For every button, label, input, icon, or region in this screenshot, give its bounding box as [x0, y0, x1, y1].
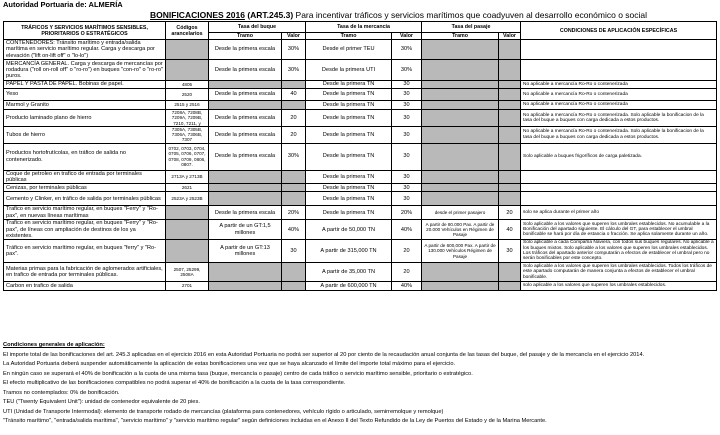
- port-label: Autoridad Portuaria de: ALMERÍA: [3, 0, 123, 9]
- table-row: [4, 192, 717, 206]
- pasaje-tramo-cell: A partir de 80.000 Pax. A partir de 20.000 Vehículos en Régimen de Pasaje: [422, 220, 499, 240]
- codigo-cell: 2520: [166, 89, 209, 101]
- table-row: [4, 240, 717, 263]
- codigo-cell: 7305A, 7305B, 7306A, 7306B, 7307: [166, 127, 209, 144]
- condiciones-cell: No aplicable a mercancía Ro-Ro o contenerizada: [521, 101, 717, 110]
- col-header-tasa-buque: Tasa del buque: [209, 22, 306, 33]
- codigo-cell: [166, 220, 209, 240]
- codigo-cell: [166, 40, 209, 60]
- trafico-cell: Cenizas, por terminales públicas: [4, 184, 166, 192]
- codigo-cell: 0702, 0703, 0704, 0705, 0706, 0707, 0708, 0709, 0806, 0807.: [166, 143, 209, 170]
- buque-valor-cell: [282, 184, 306, 192]
- condiciones-cell: solo aplicable a los valores que superen los umbrales establecidos.: [521, 281, 717, 290]
- condiciones-cell: No aplicable a mercancía Ro-Ro o contenerizada. Solo aplicable la bonificacion de la tasa del buque a buques con carga dedicada a estos productos.: [521, 110, 717, 127]
- codigo-cell: 2713A y 2713B: [166, 170, 209, 184]
- title-description: Para incentivar tráficos y servicios marítimos que coadyuven al desarrollo económico o social: [295, 10, 648, 20]
- general-conditions: [3, 341, 715, 427]
- mercancia-valor-cell: 30%: [392, 60, 422, 81]
- codigo-cell: [166, 60, 209, 81]
- trafico-cell: Coque de petroleo en trafico de entrada por terminales públicas: [4, 170, 166, 184]
- pasaje-tramo-cell: A partir de 600,000 Pax. A partir de 130.000 Vehículos Régimen de Pasaje: [422, 240, 499, 263]
- pasaje-valor-cell: [499, 143, 521, 170]
- general-conditions-heading: Condiciones generales de aplicación:: [3, 342, 105, 348]
- col-header-condiciones: CONDICIONES DE APLICACIÓN ESPECÍFICAS: [521, 22, 717, 40]
- buque-valor-cell: 20: [282, 127, 306, 144]
- note-line: TEU ("Twenty Equivalent Unit"): unidad de contenedor equivalente de 20 pies.: [3, 399, 200, 405]
- title-article: (ART.245.3): [247, 10, 294, 20]
- note-line: El efecto multiplicativo de las bonificaciones compatibles no podrá superar el 40% de bonificación a la cuota de la tasa correspondiente.: [3, 380, 346, 386]
- trafico-cell: Yeso: [4, 89, 166, 101]
- mercancia-valor-cell: 30: [392, 127, 422, 144]
- codigo-cell: 7208A, 7208B, 7209A, 7209B, 7210, 7211, y: [166, 110, 209, 127]
- table-row: [4, 220, 717, 240]
- buque-valor-cell: 30%: [282, 40, 306, 60]
- pasaje-valor-cell: 40: [499, 220, 521, 240]
- mercancia-tramo-cell: A partir de 50,000 TN: [306, 220, 392, 240]
- buque-tramo-cell: Desde la primera escala: [209, 206, 282, 220]
- pasaje-valor-cell: [499, 281, 521, 290]
- condiciones-cell: Solo aplicable a cada Compañía Naviera, con todos sus buques regulares. No aplicable a los buques mixtos. Solo aplicable a los valores que superen los umbrales establecidos. Los tráficos del apartado anterior computarán a efectos de establecer el umbral pero no serán bonificables por este concepto.: [521, 240, 717, 263]
- table-row: [4, 143, 717, 170]
- table-row: [4, 81, 717, 89]
- buque-valor-cell: 20%: [282, 206, 306, 220]
- pasaje-tramo-cell: [422, 89, 499, 101]
- mercancia-tramo-cell: Desde la primera TN: [306, 143, 392, 170]
- table-row: [4, 40, 717, 60]
- buque-tramo-cell: [209, 184, 282, 192]
- condiciones-cell: No aplicable a mercancía Ro-Ro o contenerizada: [521, 89, 717, 101]
- mercancia-valor-cell: 40%: [392, 220, 422, 240]
- buque-tramo-cell: Desde la primera escala: [209, 127, 282, 144]
- mercancia-tramo-cell: Desde la primera TN: [306, 184, 392, 192]
- buque-tramo-cell: [209, 81, 282, 89]
- pasaje-tramo-cell: [422, 192, 499, 206]
- table-row: [4, 206, 717, 220]
- trafico-cell: Carbon en trafico de salida: [4, 281, 166, 290]
- note-line: UTI (Unidad de Transporte Intermodal): elemento de transporte rodado de mercancías (plataforma para contenedores, vehículo rígido o articulado, semirremolque y remolque): [3, 408, 444, 415]
- pasaje-valor-cell: 20: [499, 206, 521, 220]
- codigo-cell: 2523A y 2523B: [166, 192, 209, 206]
- codigo-cell: 2701: [166, 281, 209, 290]
- col-subheader-valor: Valor: [392, 33, 422, 40]
- condiciones-cell: No aplicable a mercancía Ro-Ro o contenerizada: [521, 81, 717, 89]
- trafico-cell: Tubos de hierro: [4, 127, 166, 144]
- pasaje-valor-cell: [499, 101, 521, 110]
- pasaje-valor-cell: [499, 110, 521, 127]
- buque-tramo-cell: [209, 192, 282, 206]
- codigo-cell: [166, 206, 209, 220]
- table-row: [4, 89, 717, 101]
- general-conditions-list: [3, 351, 715, 427]
- condiciones-cell: solo se aplica durante el primer año: [521, 206, 717, 220]
- pasaje-tramo-cell: [422, 184, 499, 192]
- buque-valor-cell: [282, 192, 306, 206]
- table-row: [4, 184, 717, 192]
- buque-valor-cell: [282, 81, 306, 89]
- col-header-tasa-pasaje: Tasa del pasaje: [422, 22, 521, 33]
- codigo-cell: 2515 y 2516: [166, 101, 209, 110]
- pasaje-valor-cell: [499, 262, 521, 281]
- trafico-cell: PAPEL Y PASTA DE PAPEL. Bobinas de papel.: [4, 81, 166, 89]
- pasaje-valor-cell: [499, 40, 521, 60]
- mercancia-valor-cell: 30: [392, 170, 422, 184]
- pasaje-valor-cell: [499, 184, 521, 192]
- pasaje-valor-cell: [499, 192, 521, 206]
- trafico-cell: Productos hortofrutícolas, en tráfico de salida no contenerizado.: [4, 143, 166, 170]
- note-line: Tramos no contemplados: 0% de bonificación.: [3, 389, 120, 396]
- buque-tramo-cell: [209, 281, 282, 290]
- buque-valor-cell: 40%: [282, 220, 306, 240]
- col-header-codigos: Códigos arancelarios: [166, 22, 209, 40]
- pasaje-valor-cell: 30: [499, 240, 521, 263]
- buque-tramo-cell: Desde la primera escala: [209, 60, 282, 81]
- pasaje-tramo-cell: [422, 170, 499, 184]
- condiciones-cell: Solo aplicable a los valores que superen los umbrales establecidos. Todos los tráficos de este apartado computarán de manera conjunta a efectos de establecer el umbral bonificable.: [521, 262, 717, 281]
- buque-tramo-cell: [209, 170, 282, 184]
- mercancia-tramo-cell: Desde el primer TEU: [306, 40, 392, 60]
- mercancia-valor-cell: 20: [392, 262, 422, 281]
- trafico-cell: CONTENEDORES: Tránsito marítimo y entrada/salida marítima en servicio marítimo regular. Carga y descarga por elevación ("lift on-lift off" o "lo-lo"): [4, 40, 166, 60]
- trafico-cell: Trafico en servicio marítimo regular, en buques "Ferry" y "Ro-pax", de líneas con ampliación de destinos de los ya existentes.: [4, 220, 166, 240]
- buque-tramo-cell: Desde la primera escala: [209, 89, 282, 101]
- pasaje-tramo-cell: [422, 101, 499, 110]
- mercancia-tramo-cell: A partir de 600,000 TN: [306, 281, 392, 290]
- buque-valor-cell: 30%: [282, 60, 306, 81]
- pasaje-valor-cell: [499, 60, 521, 81]
- mercancia-valor-cell: 30: [392, 89, 422, 101]
- col-subheader-valor: Valor: [282, 33, 306, 40]
- buque-valor-cell: [282, 170, 306, 184]
- condiciones-cell: Solo aplicable a buques frigoríficos de carga paletizada.: [521, 143, 717, 170]
- buque-valor-cell: 30: [282, 240, 306, 263]
- pasaje-tramo-cell: [422, 40, 499, 60]
- pasaje-valor-cell: [499, 81, 521, 89]
- mercancia-tramo-cell: Desde la primera UTI: [306, 60, 392, 81]
- buque-tramo-cell: A partir de un GT:1,5 millones: [209, 220, 282, 240]
- page-title: [150, 10, 647, 20]
- codigo-cell: 2507, 25299, 2508A: [166, 262, 209, 281]
- title-main: BONIFICACIONES 2016: [150, 10, 245, 20]
- buque-tramo-cell: Desde la primera escala: [209, 143, 282, 170]
- buque-tramo-cell: [209, 101, 282, 110]
- trafico-cell: Tráfico en servicio marítimo regular, en buques "ferry" y "Ro-pax".: [4, 240, 166, 263]
- pasaje-tramo-cell: [422, 110, 499, 127]
- condiciones-cell: [521, 184, 717, 192]
- mercancia-valor-cell: 30: [392, 192, 422, 206]
- pasaje-tramo-cell: [422, 262, 499, 281]
- condiciones-cell: [521, 60, 717, 81]
- trafico-cell: Trafico en servicio marítimo regular, en buques "Ferry" y "Ro-pax", en nuevas líneas marítimas: [4, 206, 166, 220]
- buque-valor-cell: [282, 262, 306, 281]
- col-subheader-tramo: Tramo: [306, 33, 392, 40]
- mercancia-valor-cell: 30: [392, 101, 422, 110]
- mercancia-valor-cell: 30: [392, 81, 422, 89]
- col-subheader-tramo: Tramo: [422, 33, 499, 40]
- mercancia-valor-cell: 20%: [392, 206, 422, 220]
- mercancia-tramo-cell: Desde la primera TN: [306, 170, 392, 184]
- mercancia-valor-cell: 20: [392, 240, 422, 263]
- table-row: [4, 101, 717, 110]
- codigo-cell: 2621: [166, 184, 209, 192]
- pasaje-tramo-cell: [422, 60, 499, 81]
- mercancia-valor-cell: 30: [392, 110, 422, 127]
- mercancia-valor-cell: 30: [392, 184, 422, 192]
- trafico-cell: Marmol y Granito: [4, 101, 166, 110]
- col-subheader-tramo: Tramo: [209, 33, 282, 40]
- note-line: En ningún caso se superará el 40% de bonificación a la cuota de una misma tasa (buque, mercancía o pasaje) centro de cada tráfico o servicio marítimo sensible, prioritario o estratégico.: [3, 370, 473, 377]
- pasaje-valor-cell: [499, 127, 521, 144]
- trafico-cell: Materias primas para la fabricación de aglomerados artificiales, en trafico de entrada por terminales públicas.: [4, 262, 166, 281]
- table-row: [4, 110, 717, 127]
- buque-valor-cell: 20: [282, 110, 306, 127]
- mercancia-tramo-cell: A partir de 35,000 TN: [306, 262, 392, 281]
- mercancia-tramo-cell: Desde la primera TN: [306, 89, 392, 101]
- trafico-cell: MERCANCÍA GENERAL. Carga y descarga de mercancías por rodadura ("roll on-roll off" o "ro-ro") en buques "con-ro" o "ro-ro" puros.: [4, 60, 166, 81]
- table-row: [4, 60, 717, 81]
- mercancia-tramo-cell: Desde la primera TN: [306, 206, 392, 220]
- note-line: La Autoridad Portuaria deberá suspender automáticamente la aplicación de estas bonificaciones una vez que se haya alcanzado el límite del importe total máximo para el ejercicio.: [3, 361, 456, 367]
- buque-valor-cell: [282, 101, 306, 110]
- buque-valor-cell: [282, 281, 306, 290]
- note-line: "Tránsito marítimo", "entrada/salida marítima", "servicio marítimo" y "servicio marítimo regular" según definiciones incluidas en el Anexo II del Texto Refundido de la Ley de Puertos del Estado y de la Marina Mercante.: [3, 418, 547, 424]
- mercancia-valor-cell: 30: [392, 143, 422, 170]
- col-subheader-valor: Valor: [499, 33, 521, 40]
- buque-tramo-cell: Desde la primera escala: [209, 40, 282, 60]
- condiciones-cell: Solo aplicable a los valores que superen los umbrales establecidos. No acumulable a la Bonificación del apartado siguiente. El cálculo del GT, para establecer el umbral bonificable se hará por día de estancia o fracción. Se aplica solamente durante un año.: [521, 220, 717, 240]
- buque-valor-cell: 30%: [282, 143, 306, 170]
- table-row: [4, 281, 717, 290]
- col-header-tasa-mercancia: Tasa de la mercancía: [306, 22, 422, 33]
- mercancia-tramo-cell: Desde la primera TN: [306, 101, 392, 110]
- mercancia-tramo-cell: A partir de 315,000 TN: [306, 240, 392, 263]
- condiciones-cell: [521, 192, 717, 206]
- buque-tramo-cell: A partir de un GT:13 millones: [209, 240, 282, 263]
- condiciones-cell: [521, 170, 717, 184]
- pasaje-tramo-cell: [422, 81, 499, 89]
- pasaje-tramo-cell: [422, 127, 499, 144]
- pasaje-tramo-cell: [422, 143, 499, 170]
- codigo-cell: [166, 240, 209, 263]
- mercancia-tramo-cell: Desde la primera TN: [306, 127, 392, 144]
- table-row: [4, 127, 717, 144]
- table-row: [4, 170, 717, 184]
- pasaje-valor-cell: [499, 89, 521, 101]
- col-header-trafico: TRÁFICOS Y SERVICIOS MARÍTIMOS SENSIBLES, PRIORITARIOS O ESTRATÉGICOS: [4, 22, 166, 40]
- note-line: El importe total de las bonificaciones del art. 245.3 aplicadas en el ejercicio 2016 en esta Autoridad Portuaria no podrá ser superior al 20 por ciento de la recaudación anual conjunta de las tasas del buque, del pasaje y de la mercancía en el ejercicio 2014.: [3, 351, 645, 358]
- pasaje-valor-cell: [499, 170, 521, 184]
- bonus-table: [3, 21, 717, 291]
- mercancia-tramo-cell: Desde la primera TN: [306, 110, 392, 127]
- buque-tramo-cell: [209, 262, 282, 281]
- buque-tramo-cell: Desde la primera escala: [209, 110, 282, 127]
- pasaje-tramo-cell: [422, 281, 499, 290]
- mercancia-valor-cell: 40%: [392, 281, 422, 290]
- pasaje-tramo-cell: desde el primer pasajero: [422, 206, 499, 220]
- mercancia-valor-cell: 30%: [392, 40, 422, 60]
- table-row: [4, 262, 717, 281]
- mercancia-tramo-cell: Desde la primera TN: [306, 192, 392, 206]
- trafico-cell: Cemento y Clinker, en tráfico de salida por terminales públicas: [4, 192, 166, 206]
- mercancia-tramo-cell: Desde la primera TN: [306, 81, 392, 89]
- condiciones-cell: [521, 40, 717, 60]
- buque-valor-cell: 40: [282, 89, 306, 101]
- codigo-cell: 4805: [166, 81, 209, 89]
- condiciones-cell: No aplicable a mercancía Ro-Ro o contenerizada. Solo aplicable la bonificacion de la tasa del buque a buques con carga dedicada a estos productos.: [521, 127, 717, 144]
- trafico-cell: Producto laminado plano de hierro: [4, 110, 166, 127]
